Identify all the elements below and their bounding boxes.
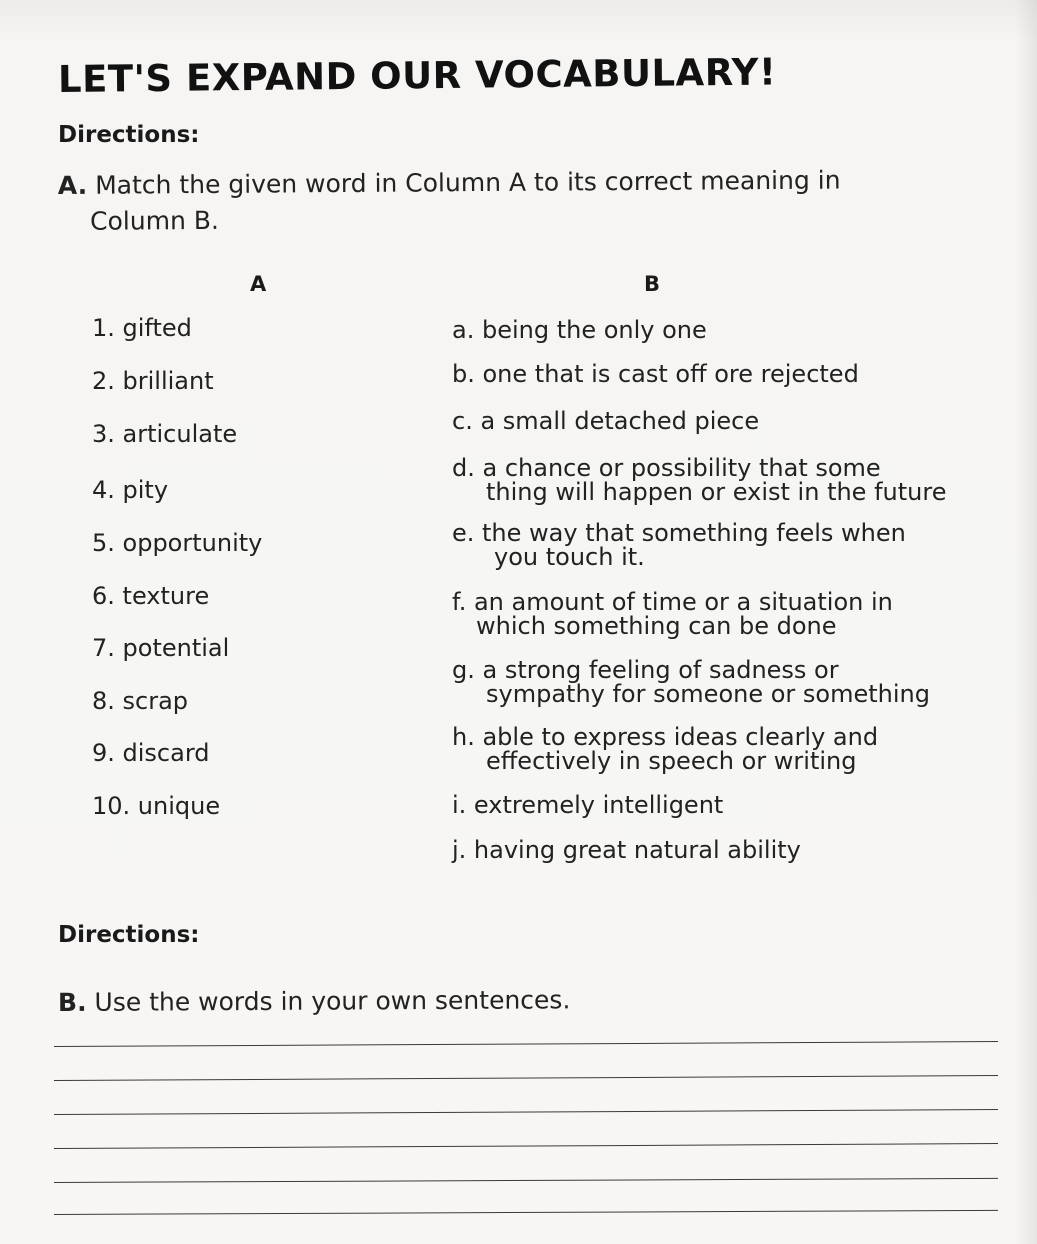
section-b-directions: Directions: (58, 922, 200, 948)
meaning-item (452, 658, 930, 706)
word-item: 3. articulate (92, 420, 238, 448)
meaning-item (452, 793, 723, 817)
section-a-instruction-line1: Match the given word in Column A to its correct meaning in (95, 165, 841, 200)
meaning-line1: b. one that is cast off ore rejected (452, 360, 859, 388)
word-item: 8. scrap (92, 687, 189, 715)
meaning-line2: you touch it. (494, 543, 645, 571)
word-item: 4. pity (92, 476, 169, 504)
word-item: 7. potential (92, 634, 230, 662)
meaning-line2: sympathy for someone or something (486, 680, 930, 708)
section-b-instruction (58, 982, 571, 1021)
meaning-line1: j. having great natural ability (452, 836, 801, 864)
writing-line[interactable] (54, 1075, 998, 1081)
writing-line[interactable] (54, 1143, 998, 1149)
word-item: 2. brilliant (92, 367, 214, 395)
section-b-instruction-text: Use the words in your own sentences. (94, 985, 571, 1017)
writing-line[interactable] (54, 1210, 998, 1215)
meaning-item (452, 362, 859, 386)
meaning-line1: c. a small detached piece (452, 407, 760, 435)
meaning-line1: i. extremely intelligent (452, 791, 724, 819)
word-item: 9. discard (92, 739, 210, 767)
writing-line[interactable] (54, 1178, 998, 1183)
meaning-item (452, 838, 801, 862)
writing-line[interactable] (54, 1109, 998, 1115)
meaning-line1: a. being the only one (452, 316, 707, 344)
section-a-instruction (58, 162, 978, 240)
word-item: 6. texture (92, 582, 210, 610)
worksheet-title: LET'S EXPAND OUR VOCABULARY! (57, 50, 777, 101)
writing-line[interactable] (54, 1041, 998, 1047)
section-b-letter: B. (57, 987, 87, 1017)
section-a-instruction-line2: Column B. (90, 205, 220, 236)
meaning-item (452, 409, 759, 433)
meaning-item (452, 521, 906, 569)
meaning-line2: effectively in speech or writing (486, 747, 857, 775)
page-edge-shadow (1015, 0, 1037, 1244)
section-a-directions: Directions: (58, 122, 200, 148)
meaning-line1: g. a strong feeling of sadness or (452, 656, 839, 684)
meaning-line1: e. the way that something feels when (452, 519, 906, 547)
column-b-header: B (644, 272, 661, 296)
word-item: 10. unique (92, 792, 221, 820)
meaning-item (452, 725, 878, 773)
meaning-line1: f. an amount of time or a situation in (452, 588, 893, 616)
column-a-header: A (250, 272, 267, 296)
meaning-item (452, 318, 707, 342)
meaning-line2: which something can be done (476, 612, 837, 640)
meaning-line1: d. a chance or possibility that some (452, 454, 881, 482)
meaning-item (452, 590, 893, 638)
meaning-line1: h. able to express ideas clearly and (452, 723, 879, 751)
word-item: 5. opportunity (92, 529, 263, 557)
section-a-letter: A. (57, 170, 88, 201)
word-item: 1. gifted (92, 314, 192, 342)
meaning-line2: thing will happen or exist in the future (486, 478, 947, 506)
meaning-item (452, 456, 946, 504)
